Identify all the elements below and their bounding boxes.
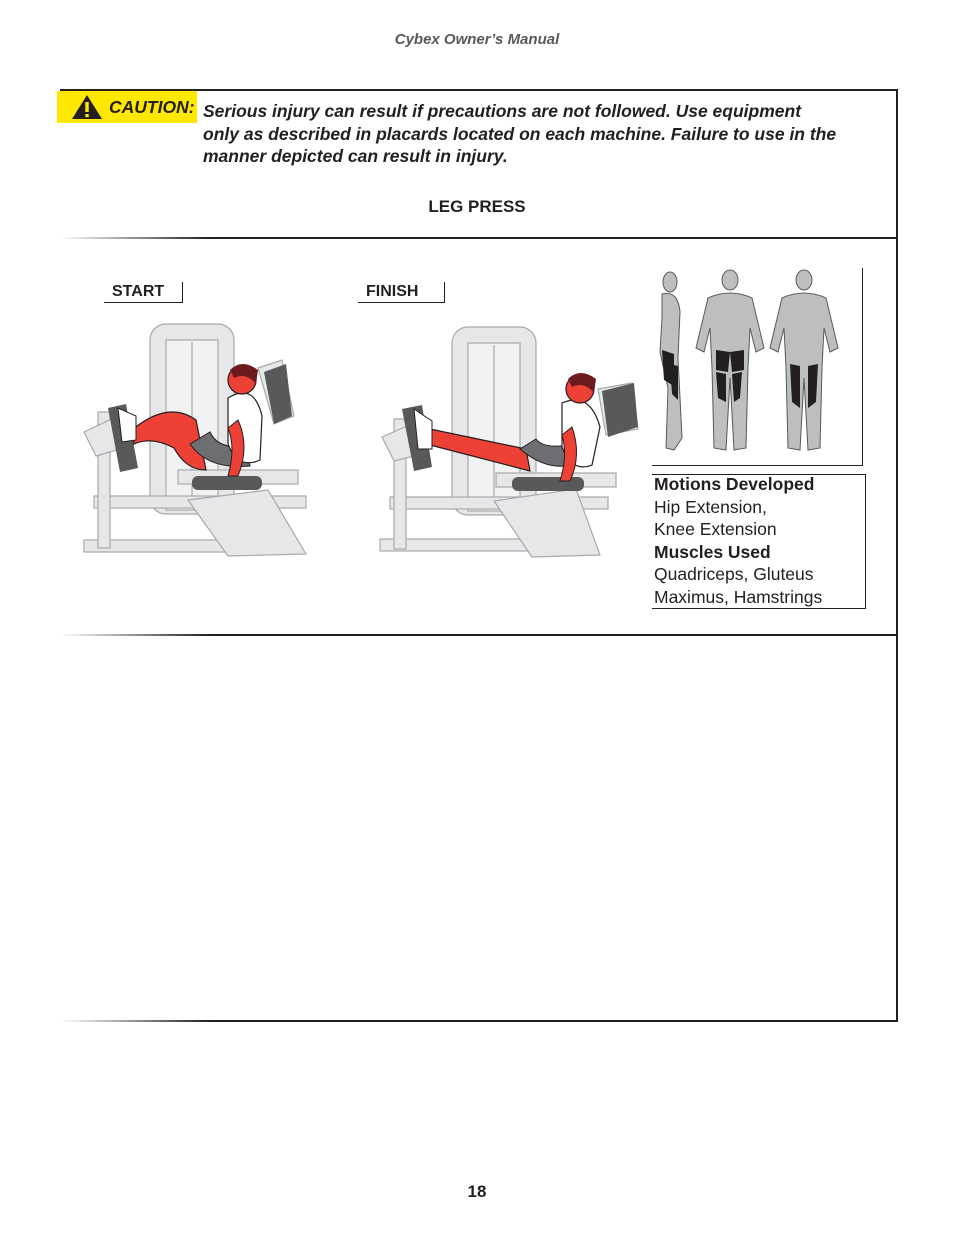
start-label: START	[104, 282, 183, 303]
section-divider-bottom	[60, 1020, 898, 1022]
section-divider-top	[60, 237, 898, 239]
muscle-item: Quadriceps, Gluteus	[654, 564, 814, 584]
caution-line: Serious injury can result if precautions are not followed. Use equipment	[203, 101, 802, 121]
caution-line: manner depicted can result in injury.	[203, 146, 508, 166]
motion-item: Knee Extension	[654, 519, 777, 539]
exercise-info-box	[652, 474, 866, 609]
muscle-diagram	[652, 268, 863, 466]
motion-item: Hip Extension,	[654, 496, 767, 517]
muscles-heading: Muscles Used	[654, 541, 771, 562]
muscle-item: Maximus, Hamstrings	[654, 586, 823, 607]
page-number: 18	[467, 1182, 487, 1201]
finish-position-illustration	[376, 325, 642, 561]
section-divider-middle	[60, 634, 898, 636]
warning-triangle-icon	[71, 94, 103, 120]
caution-label: CAUTION:	[109, 96, 195, 117]
caution-text	[203, 100, 893, 168]
caution-line: only as described in placards located on each machine. Failure to use in the	[203, 123, 837, 144]
frame-right-border	[896, 89, 898, 1022]
caution-badge	[57, 91, 197, 123]
finish-label: FINISH	[358, 282, 445, 303]
motions-heading: Motions Developed	[654, 474, 815, 494]
exercise-title: LEG PRESS	[428, 197, 526, 216]
manual-title: Cybex Owner’s Manual	[394, 31, 560, 48]
start-position-illustration	[78, 320, 314, 560]
